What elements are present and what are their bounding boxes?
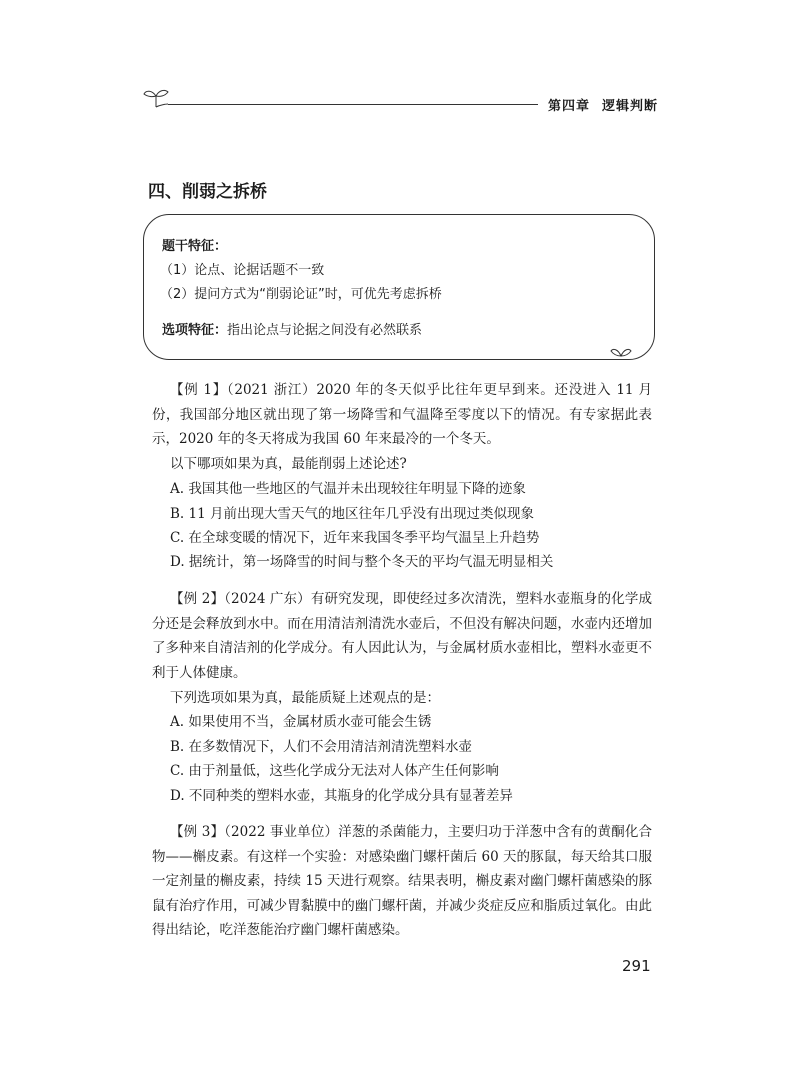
example-1-option: C. 在全球变暖的情况下，近年来我国冬季平均气温呈上升趋势 [170,530,540,546]
stem-feature-item: （2）提问方式为“削弱论证”时，可优先考虑拆桥 [160,287,442,302]
example-2-option: C. 由于剂量低，这些化学成分无法对人体产生任何影响 [170,763,499,779]
example-1-stem: 【例 1】（2021 浙江）2020 年的冬天似乎比往年更早到来。还没进入 11 月份，我国部分地区就出现了第一场降雪和气温降至零度以下的情况。有专家据此表示，2020 年的冬天将成为我国 60 年来最冷的一个冬天。 [152,382,652,447]
example-1-option: B. 11 月前出现大雪天气的地区往年几乎没有出现过类似现象 [170,506,534,522]
example-2-option: D. 不同种类的塑料水壶，其瓶身的化学成分具有显著差异 [170,788,513,804]
example-1-question: 以下哪项如果为真，最能削弱上述论述? [170,456,407,472]
sprout-icon [610,343,632,357]
page-number: 291 [622,957,651,975]
section-label: 逻辑判断 [602,99,659,114]
stem-feature-label: 题干特征： [162,239,228,254]
option-feature-label: 选项特征： [162,323,228,338]
stem-feature-item: （1）论点、论据话题不一致 [160,263,325,278]
example-2-question: 下列选项如果为真，最能质疑上述观点的是： [170,690,440,706]
chapter-label: 第四章 [548,99,591,114]
example-1-option: D. 据统计，第一场降雪的时间与整个冬天的平均气温无明显相关 [170,554,554,570]
option-feature [162,319,422,338]
example-2-stem: 【例 2】（2024 广东）有研究发现，即使经过多次清洗，塑料水壶瓶身的化学成分还是会释放到水中。而在用清洁剂清洗水壶后，不但没有解决问题，水壶内还增加了多种来自清洁剂的化学成分。有人因此认为，与金属材质水壶相比，塑料水壶更不利于人体健康。 [152,591,652,681]
option-feature-text: 指出论点与论据之间没有必然联系 [227,323,423,338]
example-3-stem: 【例 3】（2022 事业单位）洋葱的杀菌能力，主要归功于洋葱中含有的黄酮化合物——槲皮素。有这样一个实验：对感染幽门螺杆菌后 60 天的豚鼠，每天给其口服一定剂量的槲皮素，持续 15 天进行观察。结果表明，槲皮素对幽门螺杆菌感染的豚鼠有治疗作用，可减少胃黏膜中的幽门螺杆菌，并减少炎症反应和脂质过氧化。由此得出结论，吃洋葱能治疗幽门螺杆菌感染。 [152,824,652,938]
running-header [548,95,658,114]
example-1-option: A. 我国其他一些地区的气温并未出现较往年明显下降的迹象 [170,481,526,497]
section-title: 四、削弱之拆桥 [148,182,267,202]
sprout-icon [142,86,170,108]
example-2-option: A. 如果使用不当，金属材质水壶可能会生锈 [170,714,432,730]
feature-box [143,214,655,360]
example-2-option: B. 在多数情况下，人们不会用清洁剂清洗塑料水壶 [170,739,473,755]
header-divider [168,104,538,105]
